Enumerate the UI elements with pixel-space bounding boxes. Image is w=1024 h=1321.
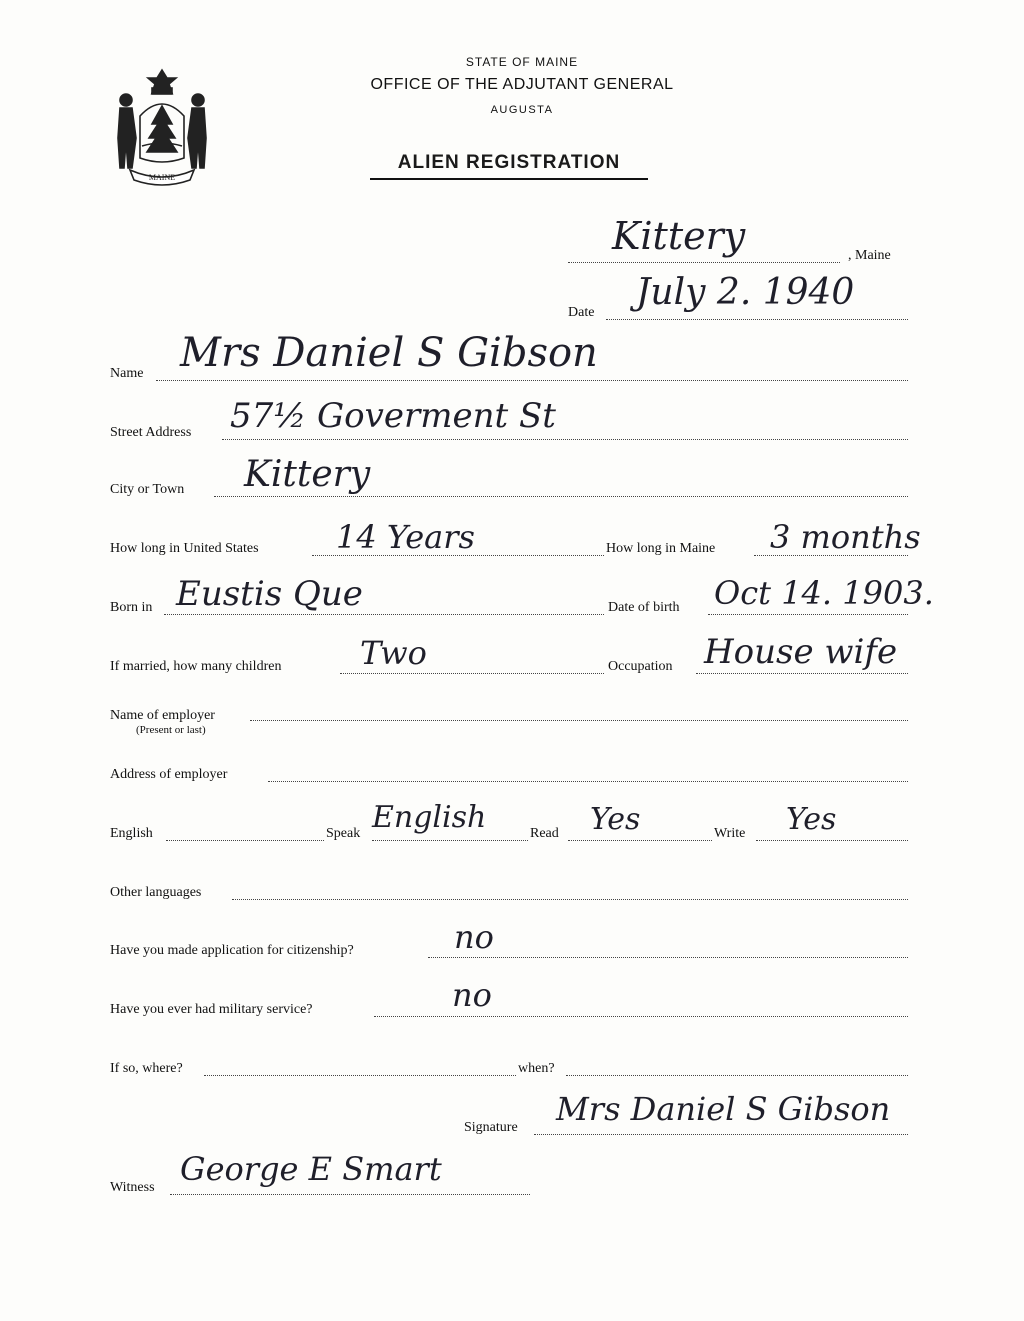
office-heading: OFFICE OF THE ADJUTANT GENERAL — [370, 76, 674, 93]
maine-label: , Maine — [848, 248, 891, 263]
other-languages-line — [232, 899, 908, 900]
citizenship-line — [428, 957, 908, 958]
born-in-label: Born in — [110, 600, 153, 615]
english-line — [166, 840, 324, 841]
speak-line — [372, 840, 528, 841]
city-label: City or Town — [110, 482, 185, 497]
witness-value: George E Smart — [180, 1150, 442, 1188]
born-in-line — [164, 614, 604, 615]
born-in-value: Eustis Que — [176, 574, 363, 614]
read-line — [568, 840, 712, 841]
form-title: ALIEN REGISTRATION — [370, 152, 648, 180]
street-address-value: 57½ Goverment St — [230, 396, 556, 436]
employer-note: (Present or last) — [136, 724, 206, 736]
date-label: Date — [568, 305, 595, 320]
other-languages-label: Other languages — [110, 885, 202, 900]
date-line — [606, 319, 908, 320]
employer-name-line — [250, 720, 908, 721]
date-of-birth-line — [708, 614, 908, 615]
date-of-birth-label: Date of birth — [608, 600, 680, 615]
speak-value: English — [372, 800, 487, 835]
read-label: Read — [530, 826, 559, 841]
name-label: Name — [110, 366, 144, 381]
citizenship-value: no — [454, 918, 494, 956]
how-long-us-value: 14 Years — [336, 518, 475, 556]
town-line — [568, 262, 840, 263]
how-long-us-label: How long in United States — [110, 541, 259, 556]
employer-address-label: Address of employer — [110, 767, 228, 782]
military-value: no — [452, 976, 492, 1014]
speak-label: Speak — [326, 826, 361, 841]
how-long-maine-label: How long in Maine — [606, 541, 716, 556]
read-value: Yes — [590, 802, 641, 837]
state-heading: STATE OF MAINE — [465, 55, 579, 69]
if-so-where-label: If so, where? — [110, 1061, 183, 1076]
citizenship-label: Have you made application for citizenship? — [110, 943, 354, 958]
how-long-maine-value: 3 months — [770, 518, 921, 556]
city-heading: AUGUSTA — [490, 104, 554, 116]
children-label: If married, how many children — [110, 659, 282, 674]
date-of-birth-value: Oct 14. 1903. — [714, 574, 934, 612]
when-line — [566, 1075, 908, 1076]
write-value: Yes — [786, 802, 837, 837]
employer-name-label: Name of employer — [110, 708, 215, 723]
write-label: Write — [714, 826, 746, 841]
when-label: when? — [518, 1061, 555, 1076]
children-value: Two — [360, 634, 427, 672]
signature-value: Mrs Daniel S Gibson — [556, 1090, 891, 1128]
employer-address-line — [268, 781, 908, 782]
seal-lettering: MAINE — [148, 173, 176, 182]
occupation-line — [696, 673, 908, 674]
witness-line — [170, 1194, 530, 1195]
occupation-value: House wife — [704, 632, 898, 672]
military-label: Have you ever had military service? — [110, 1002, 313, 1017]
street-address-line — [222, 439, 908, 440]
town-value: Kittery — [612, 214, 746, 258]
if-so-where-line — [204, 1075, 516, 1076]
children-line — [340, 673, 604, 674]
signature-line — [534, 1134, 908, 1135]
write-line — [756, 840, 908, 841]
city-value: Kittery — [244, 454, 371, 495]
city-line — [214, 496, 908, 497]
english-label: English — [110, 826, 153, 841]
occupation-label: Occupation — [608, 659, 673, 674]
name-value: Mrs Daniel S Gibson — [180, 330, 598, 376]
military-line — [374, 1016, 908, 1017]
witness-label: Witness — [110, 1180, 155, 1195]
date-value: July 2. 1940 — [636, 272, 855, 313]
name-line — [156, 380, 908, 381]
signature-label: Signature — [464, 1120, 518, 1135]
street-address-label: Street Address — [110, 425, 192, 440]
